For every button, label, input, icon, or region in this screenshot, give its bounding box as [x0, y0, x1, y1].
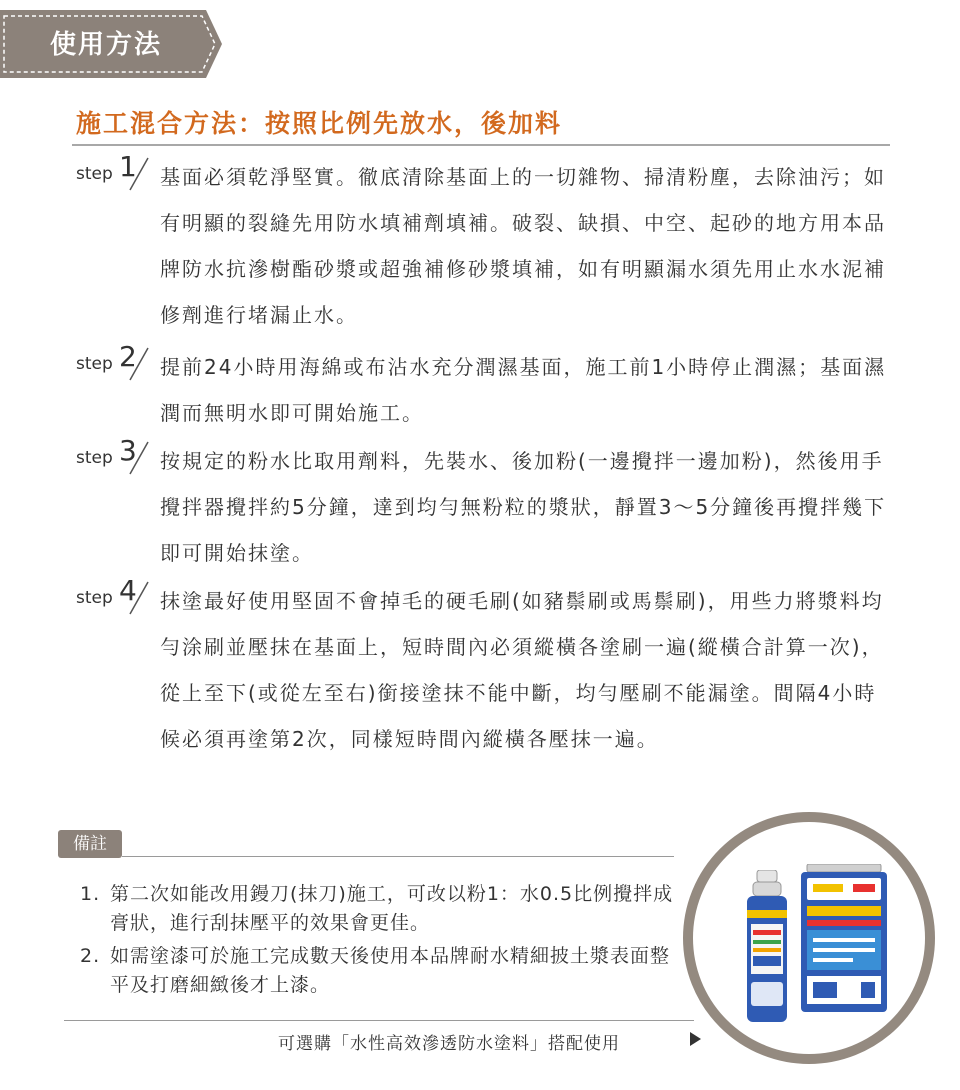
step-marker: [72, 434, 152, 474]
footer-divider: [64, 1020, 694, 1021]
slash-icon: [128, 580, 150, 616]
step-number: 4: [119, 574, 137, 607]
notes-tag: 備註: [58, 830, 122, 858]
note-text: 第二次如能改用鏝刀(抹刀)施工，可改以粉1：水0.5比例攪拌成膏狀，進行刮抹壓平的效果會更佳。: [110, 883, 674, 934]
step-text: 基面必須乾淨堅實。徹底清除基面上的一切雜物、掃清粉塵，去除油污；如有明顯的裂縫先用防水填補劑填補。破裂、缺損、中空、起砂的地方用本品牌防水抗滲樹酯砂漿或超強補修砂漿填補，如有明顯漏水須先用止水水泥補修劑進行堵漏止水。: [160, 165, 886, 327]
header-banner: [0, 10, 222, 78]
note-item: [80, 942, 680, 1000]
paint-tin-icon: [799, 864, 889, 1014]
slash-icon: [128, 346, 150, 382]
note-item: [80, 880, 680, 938]
note-text: 如需塗漆可於施工完成數天後使用本品牌耐水精細披土漿表面整平及打磨細緻後才上漆。: [110, 945, 671, 996]
step-number: 3: [119, 434, 137, 467]
product-image: [683, 812, 935, 1064]
play-arrow-icon: [690, 1032, 701, 1046]
step-text: 按規定的粉水比取用劑料，先裝水、後加粉(一邊攪拌一邊加粉)，然後用手攪拌器攪拌約5分鐘，達到均勻無粉粒的漿狀，靜置3～5分鐘後再攪拌幾下即可開始抹塗。: [160, 449, 887, 565]
section-title: 施工混合方法：按照比例先放水，後加料: [76, 109, 563, 138]
step-marker: [72, 340, 152, 380]
step-marker: [72, 574, 152, 614]
footer-caption: 可選購「水性高效滲透防水塗料」搭配使用: [278, 1034, 620, 1054]
step-label: step: [76, 354, 113, 374]
step-label: step: [76, 448, 113, 468]
step-number: 1: [119, 150, 137, 183]
slash-icon: [128, 440, 150, 476]
section-divider: [72, 144, 890, 146]
notes-divider: [122, 856, 674, 857]
page-title: 使用方法: [50, 30, 163, 60]
step-text: 提前24小時用海綿或布沾水充分潤濕基面，施工前1小時停止潤濕；基面濕潤而無明水即可開始施工。: [160, 355, 887, 425]
spray-can-icon: [743, 870, 791, 1026]
notes-list: [80, 880, 680, 1004]
note-number: 2.: [80, 945, 101, 967]
slash-icon: [128, 156, 150, 192]
step-text: 抹塗最好使用堅固不會掉毛的硬毛刷(如豬鬃刷或馬鬃刷)，用些力將漿料均勻涂刷並壓抹在基面上，短時間內必須縱橫各塗刷一遍(縱橫合計算一次)，從上至下(或從左至右)銜接塗抹不能中斷，均勻壓刷不能漏塗。間隔4小時候必須再塗第2次，同樣短時間內縱橫各壓抹一遍。: [160, 589, 884, 751]
step-label: step: [76, 164, 113, 184]
note-number: 1.: [80, 883, 101, 905]
step-marker: [72, 150, 152, 190]
step-label: step: [76, 588, 113, 608]
step-number: 2: [119, 340, 137, 373]
